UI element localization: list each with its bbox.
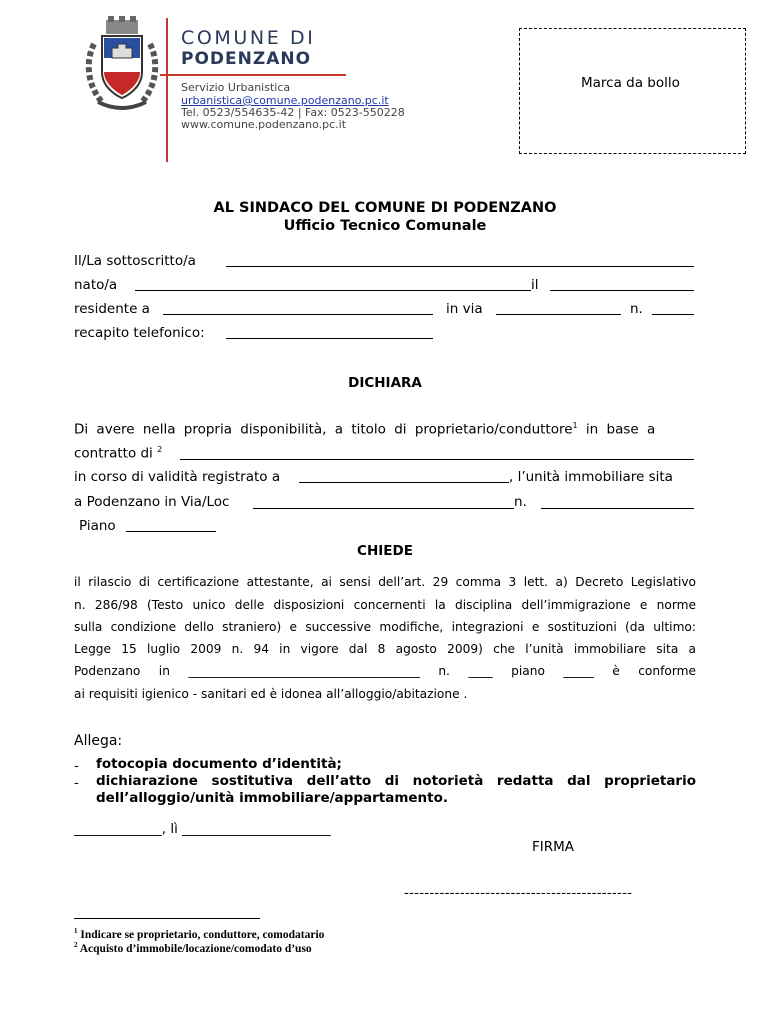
field-piano[interactable] [126,531,216,532]
comune-name: PODENZANO [181,49,312,69]
label-recapito: recapito telefonico: [74,325,205,341]
page-subtitle: Ufficio Tecnico Comunale [283,218,487,234]
footnote-2 [74,941,312,955]
field-via-loc[interactable] [253,508,514,509]
field-contratto[interactable] [180,459,694,460]
field-residente[interactable] [163,314,433,315]
dichiara-text-a: Di avere nella propria disponibilità, a titolo di proprietario/conduttore [74,421,573,438]
label-contratto [74,445,162,462]
footnote-text: Acquisto d’immobile/locazione/comodato d’uso [79,942,312,955]
footnote-ref-1: 1 [572,421,578,430]
chiede-line: sulla condizione dello straniero) e successive modifiche, integrazioni e sostituzioni (da ultimo: [74,620,696,634]
page-title: AL SINDACO DEL COMUNE DI PODENZANO [213,200,557,216]
allega-heading: Allega: [74,733,123,749]
dichiara-line-1 [74,421,696,438]
signature-line[interactable]: --------------------------------------------- [404,885,633,901]
footnote-separator [74,918,260,919]
stamp-label: Marca da bollo [581,75,680,91]
comune-title: COMUNE DI [181,27,316,49]
chiede-heading: CHIEDE [357,543,413,559]
chiede-line: ai requisiti igienico - sanitari ed è idonea all’alloggio/abitazione . [74,687,468,701]
phone-fax: Tel. 0523/554635-42 | Fax: 0523-550228 [181,106,405,119]
label-podenzano-via: a Podenzano in Via/Loc [74,494,230,510]
chiede-line: n. 286/98 (Testo unico delle disposizioni concernenti la disciplina dell’immigrazione e norme [74,598,696,612]
email-link[interactable]: urbanistica@comune.podenzano.pc.it [181,94,389,107]
field-civico[interactable] [541,508,694,509]
header-horizontal-rule [160,74,346,76]
label-il: il [531,277,539,293]
label-n: n. [514,494,527,510]
chiede-line: Legge 15 luglio 2009 n. 94 in vigore dal 8 agosto 2009) che l’unità immobiliare sita a [74,642,696,656]
footnote-text: Indicare se proprietario, conduttore, comodatario [80,928,325,941]
footnote-ref-2: 2 [157,445,163,454]
allega-bullet: - [74,758,79,774]
website: www.comune.podenzano.pc.it [181,118,347,131]
header-vertical-rule [166,18,168,162]
field-registrato[interactable] [299,482,509,483]
dichiara-heading: DICHIARA [348,375,422,391]
contratto-text: contratto di [74,445,153,462]
allega-item: fotocopia documento d’identità; [96,756,342,772]
office-name: Servizio Urbanistica [181,81,291,94]
field-via[interactable] [496,314,621,315]
label-residente: residente a [74,301,150,317]
field-nato[interactable] [135,290,531,291]
chiede-line: il rilascio di certificazione attestante, ai sensi dell’art. 29 comma 3 lett. a) Decreto Legislativo [74,575,696,589]
field-numero[interactable] [652,314,694,315]
label-piano: Piano [79,518,116,534]
allega-bullet: - [74,775,79,791]
firma-label: FIRMA [532,839,575,855]
label-unita: , l’unità immobiliare sita [509,469,673,485]
label-validita: in corso di validità registrato a [74,469,281,485]
footnote-num: 1 [74,927,78,935]
allega-item: dell’alloggio/unità immobiliare/appartamento. [96,790,449,806]
label-nato: nato/a [74,277,118,293]
municipal-crest [84,14,160,114]
stamp-box [519,28,746,154]
dichiara-text-b: in base a [577,421,656,438]
field-recapito[interactable] [226,338,433,339]
label-numero: n. [630,301,643,317]
allega-item: dichiarazione sostitutiva dell’atto di notorietà redatta dal proprietario [96,773,696,789]
field-sottoscritto[interactable] [226,266,694,267]
chiede-line: Podenzano in ______________________________________ n. ____ piano _____ è conforme [74,664,696,678]
footnote-1 [74,927,324,941]
footnote-num: 2 [74,941,78,949]
field-data-nascita[interactable] [550,290,694,291]
place-date-line[interactable]: _____________, lì ______________________ [74,821,331,837]
label-via: in via [446,301,483,317]
label-sottoscritto: Il/La sottoscritto/a [74,253,196,269]
